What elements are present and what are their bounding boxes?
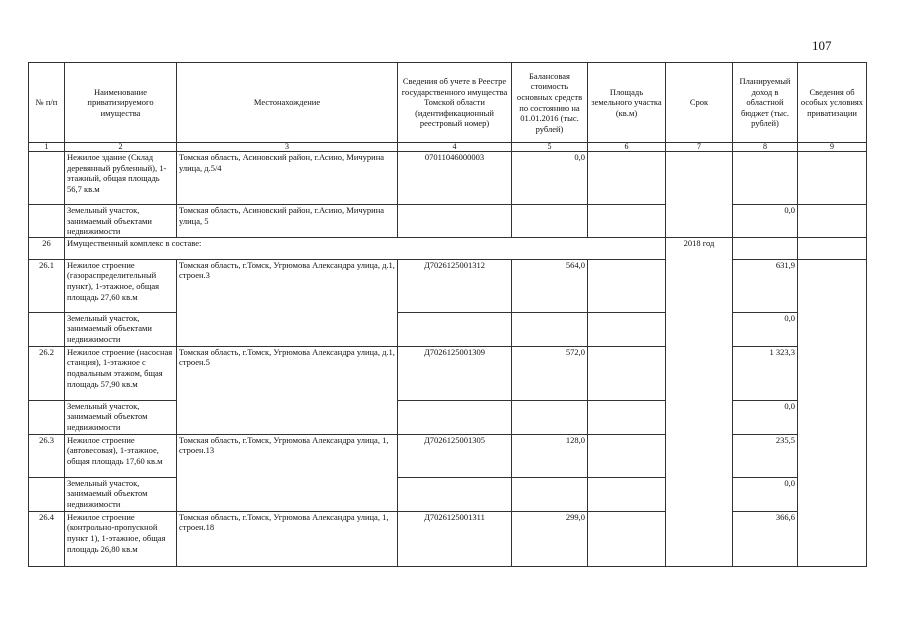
registry-number — [398, 312, 512, 346]
income-value — [733, 237, 798, 259]
table-row — [29, 237, 867, 259]
header-area: Площадь земельного участка (кв.м) — [588, 63, 666, 143]
land-area — [588, 511, 666, 566]
land-area — [588, 400, 666, 434]
property-location: Томская область, г.Томск, Угрюмова Александра улица, 1, строен.18 — [177, 511, 398, 566]
term-cell — [666, 152, 733, 238]
column-number: 5 — [512, 143, 588, 152]
income-value: 0,0 — [733, 205, 798, 238]
table-row — [29, 400, 867, 434]
land-area — [588, 312, 666, 346]
income-value: 631,9 — [733, 259, 798, 312]
property-name: Земельный участок, занимаемый объектом недвижимости — [65, 477, 177, 511]
balance-value — [512, 312, 588, 346]
row-number: 26.2 — [29, 346, 65, 400]
column-number: 1 — [29, 143, 65, 152]
column-number-row — [29, 143, 867, 152]
header-row — [29, 63, 867, 143]
row-number: 26.1 — [29, 259, 65, 312]
property-name: Земельный участок, занимаемый объектами недвижимости — [65, 205, 177, 238]
property-location: Томская область, г.Томск, Угрюмова Александра улица, 1, строен.13 — [177, 434, 398, 511]
header-term: Срок — [666, 63, 733, 143]
balance-value — [512, 400, 588, 434]
column-number: 8 — [733, 143, 798, 152]
balance-value: 299,0 — [512, 511, 588, 566]
column-number: 9 — [798, 143, 867, 152]
special-conditions — [798, 237, 867, 259]
header-name: Наименование приватизируемого имущества — [65, 63, 177, 143]
table-row — [29, 346, 867, 400]
balance-value — [512, 205, 588, 238]
row-number — [29, 152, 65, 205]
income-value: 1 323,3 — [733, 346, 798, 400]
property-location: Томская область, Асиновский район, г.Асино, Мичурина улица, 5 — [177, 205, 398, 238]
page-number: 107 — [812, 38, 832, 53]
privatization-table — [28, 62, 867, 567]
header-special: Сведения об особых условиях приватизации — [798, 63, 867, 143]
table-row — [29, 477, 867, 511]
property-name: Земельный участок, занимаемый объектом недвижимости — [65, 400, 177, 434]
balance-value — [512, 477, 588, 511]
registry-number: Д7026125001305 — [398, 434, 512, 477]
land-area — [588, 346, 666, 400]
header-balance: Балансовая стоимость основных средств по состоянию на 01.01.2016 (тыс. рублей) — [512, 63, 588, 143]
property-location: Томская область, г.Томск, Угрюмова Александра улица, д.1, строен.5 — [177, 346, 398, 434]
registry-number: Д7026125001312 — [398, 259, 512, 312]
header-location: Местонахождение — [177, 63, 398, 143]
column-number: 2 — [65, 143, 177, 152]
property-name: Нежилое строение (контрольно-пропускной пункт 1), 1-этажное, общая площадь 26,80 кв.м — [65, 511, 177, 566]
land-area — [588, 434, 666, 477]
income-value: 0,0 — [733, 400, 798, 434]
property-name: Нежилое строение (газораспределительный пункт), 1-этажное, общая площадь 27,60 кв.м — [65, 259, 177, 312]
registry-number — [398, 400, 512, 434]
land-area — [588, 205, 666, 238]
balance-value: 128,0 — [512, 434, 588, 477]
row-number — [29, 400, 65, 434]
table-row — [29, 312, 867, 346]
table-row — [29, 511, 867, 566]
row-number: 26.4 — [29, 511, 65, 566]
property-name: Нежилое строение (насосная станция), 1-этажное с подвальным этажом, бщая площадь 57,90 кв.м — [65, 346, 177, 400]
column-number: 6 — [588, 143, 666, 152]
land-area — [588, 477, 666, 511]
table-row — [29, 152, 867, 205]
header-num: № п/п — [29, 63, 65, 143]
balance-value: 572,0 — [512, 346, 588, 400]
row-number — [29, 205, 65, 238]
column-number: 4 — [398, 143, 512, 152]
row-number — [29, 477, 65, 511]
special-conditions — [798, 259, 867, 566]
registry-number: Д7026125001309 — [398, 346, 512, 400]
registry-number — [398, 477, 512, 511]
table-row — [29, 434, 867, 477]
registry-number: 07011046000003 — [398, 152, 512, 205]
property-name: Нежилое строение (автовесовая), 1-этажное, общая площадь 17,60 кв.м — [65, 434, 177, 477]
income-value — [733, 152, 798, 205]
income-value: 366,6 — [733, 511, 798, 566]
property-location: Томская область, г.Томск, Угрюмова Александра улица, д.1, строен.3 — [177, 259, 398, 346]
balance-value: 0,0 — [512, 152, 588, 205]
column-number: 7 — [666, 143, 733, 152]
table-row — [29, 205, 867, 238]
property-name: Нежилое здание (Склад деревянный рубленный), 1-этажный, общая площадь 56,7 кв.м — [65, 152, 177, 205]
income-value: 235,5 — [733, 434, 798, 477]
table-row — [29, 259, 867, 312]
header-registry: Сведения об учете в Реестре государственного имущества Томской области (идентификационный реестровый номер) — [398, 63, 512, 143]
property-name: Имущественный комплекс в составе: — [65, 237, 666, 259]
registry-number: Д7026125001311 — [398, 511, 512, 566]
column-number: 3 — [177, 143, 398, 152]
income-value: 0,0 — [733, 477, 798, 511]
row-number — [29, 312, 65, 346]
property-location: Томская область, Асиновский район, г.Асино, Мичурина улица, д.5/4 — [177, 152, 398, 205]
row-number: 26.3 — [29, 434, 65, 477]
header-income: Планируемый доход в областной бюджет (тыс. рублей) — [733, 63, 798, 143]
special-conditions — [798, 205, 867, 238]
registry-number — [398, 205, 512, 238]
balance-value: 564,0 — [512, 259, 588, 312]
income-value: 0,0 — [733, 312, 798, 346]
land-area — [588, 152, 666, 205]
special-conditions — [798, 152, 867, 205]
property-name: Земельный участок, занимаемый объектами недвижимости — [65, 312, 177, 346]
term-value: 2018 год — [666, 237, 733, 566]
land-area — [588, 259, 666, 312]
row-number: 26 — [29, 237, 65, 259]
